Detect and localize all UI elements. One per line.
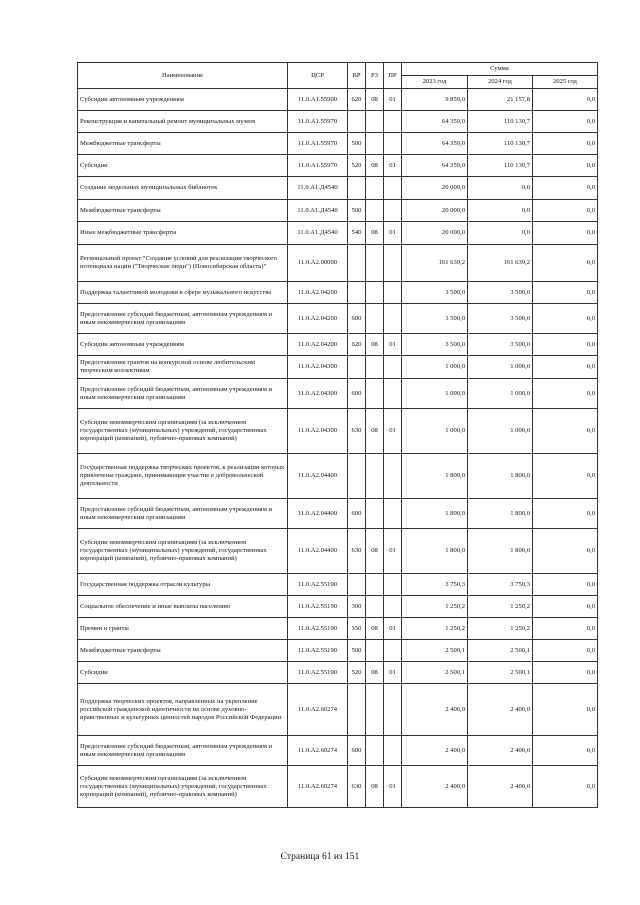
row-name: Предоставление субсидий бюджетным, автономным учреждениям и иным некоммерческим организациям [78, 379, 288, 409]
row-name: Субсидии некоммерческим организациям (за исключением государственных (муниципальных) учреждений, государственных корпораций (компаний), публично-правовых компаний) [78, 409, 288, 454]
row-2023: 1 000,0 [402, 356, 468, 379]
row-2025: 0,0 [533, 684, 598, 736]
table-row [78, 177, 598, 200]
row-pr [384, 684, 402, 736]
row-vr: 350 [348, 618, 366, 640]
row-2024: 3 500,0 [468, 334, 533, 356]
row-pr [384, 133, 402, 155]
row-2024: 1 000,0 [468, 356, 533, 379]
row-name: Субсидии автономным учреждениям [78, 89, 288, 111]
row-vr: 540 [348, 222, 366, 245]
table-row [78, 155, 598, 177]
row-pr [384, 245, 402, 282]
table-row [78, 379, 598, 409]
row-2024: 2 500,1 [468, 640, 533, 662]
row-vr [348, 454, 366, 499]
header-year-2023: 2023 год [402, 76, 468, 89]
row-vr [348, 684, 366, 736]
row-2025: 0,0 [533, 222, 598, 245]
table-row [78, 596, 598, 618]
row-csr: 11.0.А2.04400 [288, 499, 348, 529]
header-sum: Сумма [402, 63, 598, 76]
row-vr [348, 111, 366, 133]
row-2025: 0,0 [533, 766, 598, 808]
row-csr: 11.0.А2.00000 [288, 245, 348, 282]
row-csr: 11.0.А1.Д4540 [288, 177, 348, 200]
row-2023: 2 400,0 [402, 766, 468, 808]
row-vr: 600 [348, 499, 366, 529]
row-vr: 520 [348, 662, 366, 684]
row-pr [384, 282, 402, 304]
row-rz: 08 [366, 662, 384, 684]
row-rz [366, 379, 384, 409]
row-2024: 3 500,0 [468, 304, 533, 334]
row-csr: 11.0.А1.55900 [288, 89, 348, 111]
row-rz [366, 111, 384, 133]
row-2024: 1 000,0 [468, 379, 533, 409]
row-pr: 01 [384, 529, 402, 574]
row-2023: 1 800,0 [402, 529, 468, 574]
row-pr: 01 [384, 766, 402, 808]
header-vr: ВР [348, 63, 366, 89]
table-row [78, 304, 598, 334]
table-row [78, 684, 598, 736]
table-row [78, 222, 598, 245]
row-csr: 11.0.А2.04400 [288, 454, 348, 499]
row-2024: 110 130,7 [468, 111, 533, 133]
row-rz [366, 200, 384, 222]
row-2023: 20 000,0 [402, 177, 468, 200]
row-vr: 500 [348, 200, 366, 222]
table-row [78, 282, 598, 304]
row-name: Создание модельных муниципальных библиотек [78, 177, 288, 200]
budget-table [77, 62, 598, 808]
row-rz: 08 [366, 529, 384, 574]
row-name: Межбюджетные трансферты [78, 133, 288, 155]
row-2024: 1 800,0 [468, 529, 533, 574]
row-2023: 1 000,0 [402, 409, 468, 454]
row-name: Государственная поддержка отрасли культуры [78, 574, 288, 596]
row-csr: 11.0.А2.04300 [288, 379, 348, 409]
row-2025: 0,0 [533, 282, 598, 304]
row-2025: 0,0 [533, 379, 598, 409]
table-row [78, 409, 598, 454]
row-pr [384, 596, 402, 618]
row-rz: 08 [366, 334, 384, 356]
row-rz: 08 [366, 766, 384, 808]
row-2024: 110 130,7 [468, 133, 533, 155]
table-row [78, 618, 598, 640]
row-2023: 2 500,1 [402, 662, 468, 684]
row-rz [366, 356, 384, 379]
row-2023: 20 000,0 [402, 222, 468, 245]
row-pr: 01 [384, 409, 402, 454]
row-pr: 01 [384, 662, 402, 684]
row-2025: 0,0 [533, 356, 598, 379]
table-row [78, 133, 598, 155]
row-name: Межбюджетные трансферты [78, 200, 288, 222]
row-2024: 0,0 [468, 222, 533, 245]
row-rz [366, 574, 384, 596]
row-2024: 1 250,2 [468, 618, 533, 640]
row-csr: 11.0.А2.60274 [288, 736, 348, 766]
row-pr [384, 356, 402, 379]
table-row [78, 454, 598, 499]
row-rz [366, 596, 384, 618]
row-2025: 0,0 [533, 736, 598, 766]
row-2025: 0,0 [533, 200, 598, 222]
row-2025: 0,0 [533, 640, 598, 662]
table-row [78, 111, 598, 133]
row-2024: 2 400,0 [468, 766, 533, 808]
row-2025: 0,0 [533, 596, 598, 618]
row-vr [348, 245, 366, 282]
header-pr: ПР [384, 63, 402, 89]
row-name: Государственная поддержка творческих проектов, к реализации которых привлечены граждане, принимающие участие в добровольческой деятельности [78, 454, 288, 499]
row-2025: 0,0 [533, 155, 598, 177]
row-rz [366, 684, 384, 736]
row-2025: 0,0 [533, 409, 598, 454]
row-rz [366, 640, 384, 662]
row-2024: 1 800,0 [468, 499, 533, 529]
row-rz [366, 736, 384, 766]
table-row [78, 640, 598, 662]
page-number: Страница 61 из 151 [280, 852, 360, 862]
row-2023: 9 859,0 [402, 89, 468, 111]
row-2023: 64 359,0 [402, 133, 468, 155]
row-name: Предоставление субсидий бюджетным, автономным учреждениям и иным некоммерческим организациям [78, 499, 288, 529]
row-pr [384, 111, 402, 133]
row-2023: 1 000,0 [402, 379, 468, 409]
row-pr [384, 736, 402, 766]
row-csr: 11.0.А2.04300 [288, 356, 348, 379]
row-csr: 11.0.А1.Д4540 [288, 200, 348, 222]
row-2025: 0,0 [533, 111, 598, 133]
row-csr: 11.0.А2.04200 [288, 334, 348, 356]
row-rz [366, 177, 384, 200]
row-2024: 1 000,0 [468, 409, 533, 454]
row-name: Межбюджетные трансферты [78, 640, 288, 662]
row-csr: 11.0.А2.55190 [288, 596, 348, 618]
row-vr [348, 574, 366, 596]
row-vr: 500 [348, 133, 366, 155]
row-pr [384, 177, 402, 200]
row-rz [366, 304, 384, 334]
row-csr: 11.0.А1.Д4540 [288, 222, 348, 245]
row-vr: 600 [348, 304, 366, 334]
row-2025: 0,0 [533, 304, 598, 334]
row-2025: 0,0 [533, 662, 598, 684]
table-row [78, 200, 598, 222]
row-csr: 11.0.А1.55970 [288, 111, 348, 133]
row-pr: 01 [384, 89, 402, 111]
table-row [78, 245, 598, 282]
row-pr [384, 200, 402, 222]
row-csr: 11.0.А2.04200 [288, 282, 348, 304]
row-vr: 620 [348, 334, 366, 356]
row-rz [366, 282, 384, 304]
row-vr [348, 356, 366, 379]
row-rz: 08 [366, 89, 384, 111]
row-2023: 2 400,0 [402, 736, 468, 766]
row-name: Премии и гранты [78, 618, 288, 640]
row-name: Предоставление грантов на конкурсной основе любительским творческим коллективам [78, 356, 288, 379]
row-csr: 11.0.А2.60274 [288, 684, 348, 736]
row-pr [384, 574, 402, 596]
row-2024: 161 639,2 [468, 245, 533, 282]
row-name: Субсидии некоммерческим организациям (за исключением государственных (муниципальных) учреждений, государственных корпораций (компаний), публично-правовых компаний) [78, 529, 288, 574]
row-name: Субсидии некоммерческим организациям (за исключением государственных (муниципальных) учреждений, государственных корпораций (компаний), публично-правовых компаний) [78, 766, 288, 808]
row-2024: 3 500,0 [468, 282, 533, 304]
row-rz [366, 133, 384, 155]
row-pr [384, 379, 402, 409]
row-rz: 08 [366, 409, 384, 454]
row-2024: 1 250,2 [468, 596, 533, 618]
row-name: Социальное обеспечение и иные выплаты населению [78, 596, 288, 618]
row-2025: 0,0 [533, 177, 598, 200]
row-2023: 3 750,3 [402, 574, 468, 596]
row-2025: 0,0 [533, 245, 598, 282]
row-2024: 3 750,3 [468, 574, 533, 596]
table-row [78, 356, 598, 379]
row-csr: 11.0.А2.04200 [288, 304, 348, 334]
row-vr: 620 [348, 89, 366, 111]
row-2023: 2 500,1 [402, 640, 468, 662]
table-row [78, 529, 598, 574]
row-2023: 161 639,2 [402, 245, 468, 282]
row-2023: 20 000,0 [402, 200, 468, 222]
row-2024: 2 400,0 [468, 736, 533, 766]
row-rz [366, 454, 384, 499]
table-row [78, 334, 598, 356]
row-pr [384, 499, 402, 529]
row-pr: 01 [384, 155, 402, 177]
row-vr: 600 [348, 379, 366, 409]
row-rz: 08 [366, 222, 384, 245]
row-csr: 11.0.А2.04300 [288, 409, 348, 454]
row-2024: 110 130,7 [468, 155, 533, 177]
header-row [78, 63, 598, 76]
row-2025: 0,0 [533, 133, 598, 155]
row-2023: 3 500,0 [402, 334, 468, 356]
row-name: Предоставление субсидий бюджетным, автономным учреждениям и иным некоммерческим организациям [78, 736, 288, 766]
header-year-2024: 2024 год [468, 76, 533, 89]
row-csr: 11.0.А1.55970 [288, 133, 348, 155]
row-vr: 600 [348, 736, 366, 766]
table-row [78, 499, 598, 529]
row-2023: 64 359,0 [402, 111, 468, 133]
row-2024: 2 500,1 [468, 662, 533, 684]
row-2023: 1 800,0 [402, 499, 468, 529]
row-2023: 1 250,2 [402, 618, 468, 640]
table-row [78, 736, 598, 766]
row-name: Иные межбюджетные трансферты [78, 222, 288, 245]
row-pr [384, 304, 402, 334]
row-2023: 1 250,2 [402, 596, 468, 618]
row-2023: 64 359,0 [402, 155, 468, 177]
row-rz [366, 245, 384, 282]
row-csr: 11.0.А2.55190 [288, 574, 348, 596]
row-2025: 0,0 [533, 499, 598, 529]
row-rz [366, 499, 384, 529]
row-2024: 21 157,8 [468, 89, 533, 111]
row-2024: 2 400,0 [468, 684, 533, 736]
row-pr: 01 [384, 618, 402, 640]
table-row [78, 89, 598, 111]
row-csr: 11.0.А2.55190 [288, 640, 348, 662]
row-csr: 11.0.А2.04400 [288, 529, 348, 574]
row-name: Субсидии автономным учреждениям [78, 334, 288, 356]
row-pr [384, 640, 402, 662]
row-name: Региональный проект "Создание условий для реализации творческого потенциала нации ("Творческие люди") (Новосибирская область)" [78, 245, 288, 282]
row-rz: 08 [366, 618, 384, 640]
row-2024: 0,0 [468, 200, 533, 222]
table-body [78, 89, 598, 808]
row-vr: 630 [348, 766, 366, 808]
row-vr: 630 [348, 409, 366, 454]
row-2025: 0,0 [533, 618, 598, 640]
row-name: Субсидии [78, 662, 288, 684]
row-name: Реконструкция и капитальный ремонт муниципальных музеев [78, 111, 288, 133]
row-pr: 01 [384, 222, 402, 245]
row-vr [348, 282, 366, 304]
row-2025: 0,0 [533, 454, 598, 499]
header-name: Наименование [78, 63, 288, 89]
row-2023: 2 400,0 [402, 684, 468, 736]
row-name: Предоставление субсидий бюджетным, автономным учреждениям и иным некоммерческим организациям [78, 304, 288, 334]
row-2024: 0,0 [468, 177, 533, 200]
header-year-2025: 2025 год [533, 76, 598, 89]
row-2025: 0,0 [533, 529, 598, 574]
row-2025: 0,0 [533, 89, 598, 111]
row-pr: 01 [384, 334, 402, 356]
row-2024: 1 800,0 [468, 454, 533, 499]
row-vr [348, 177, 366, 200]
row-vr: 520 [348, 155, 366, 177]
header-rz: РЗ [366, 63, 384, 89]
row-2023: 3 500,0 [402, 304, 468, 334]
header-csr: ЦСР [288, 63, 348, 89]
table-row [78, 662, 598, 684]
row-name: Поддержка талантливой молодежи в сфере музыкального искусства [78, 282, 288, 304]
row-name: Субсидии [78, 155, 288, 177]
row-vr: 630 [348, 529, 366, 574]
row-csr: 11.0.А1.55970 [288, 155, 348, 177]
row-csr: 11.0.А2.55190 [288, 618, 348, 640]
row-2023: 1 800,0 [402, 454, 468, 499]
row-pr [384, 454, 402, 499]
row-rz: 08 [366, 155, 384, 177]
table-row [78, 766, 598, 808]
row-2025: 0,0 [533, 574, 598, 596]
row-csr: 11.0.А2.60274 [288, 766, 348, 808]
row-vr: 300 [348, 596, 366, 618]
row-name: Поддержка творческих проектов, направленных на укрепление российской гражданской идентичности на основе духовно-нравственных и культурных ценностей народов Российской Федерации [78, 684, 288, 736]
row-csr: 11.0.А2.55190 [288, 662, 348, 684]
row-vr: 500 [348, 640, 366, 662]
table-row [78, 574, 598, 596]
row-2023: 3 500,0 [402, 282, 468, 304]
row-2025: 0,0 [533, 334, 598, 356]
